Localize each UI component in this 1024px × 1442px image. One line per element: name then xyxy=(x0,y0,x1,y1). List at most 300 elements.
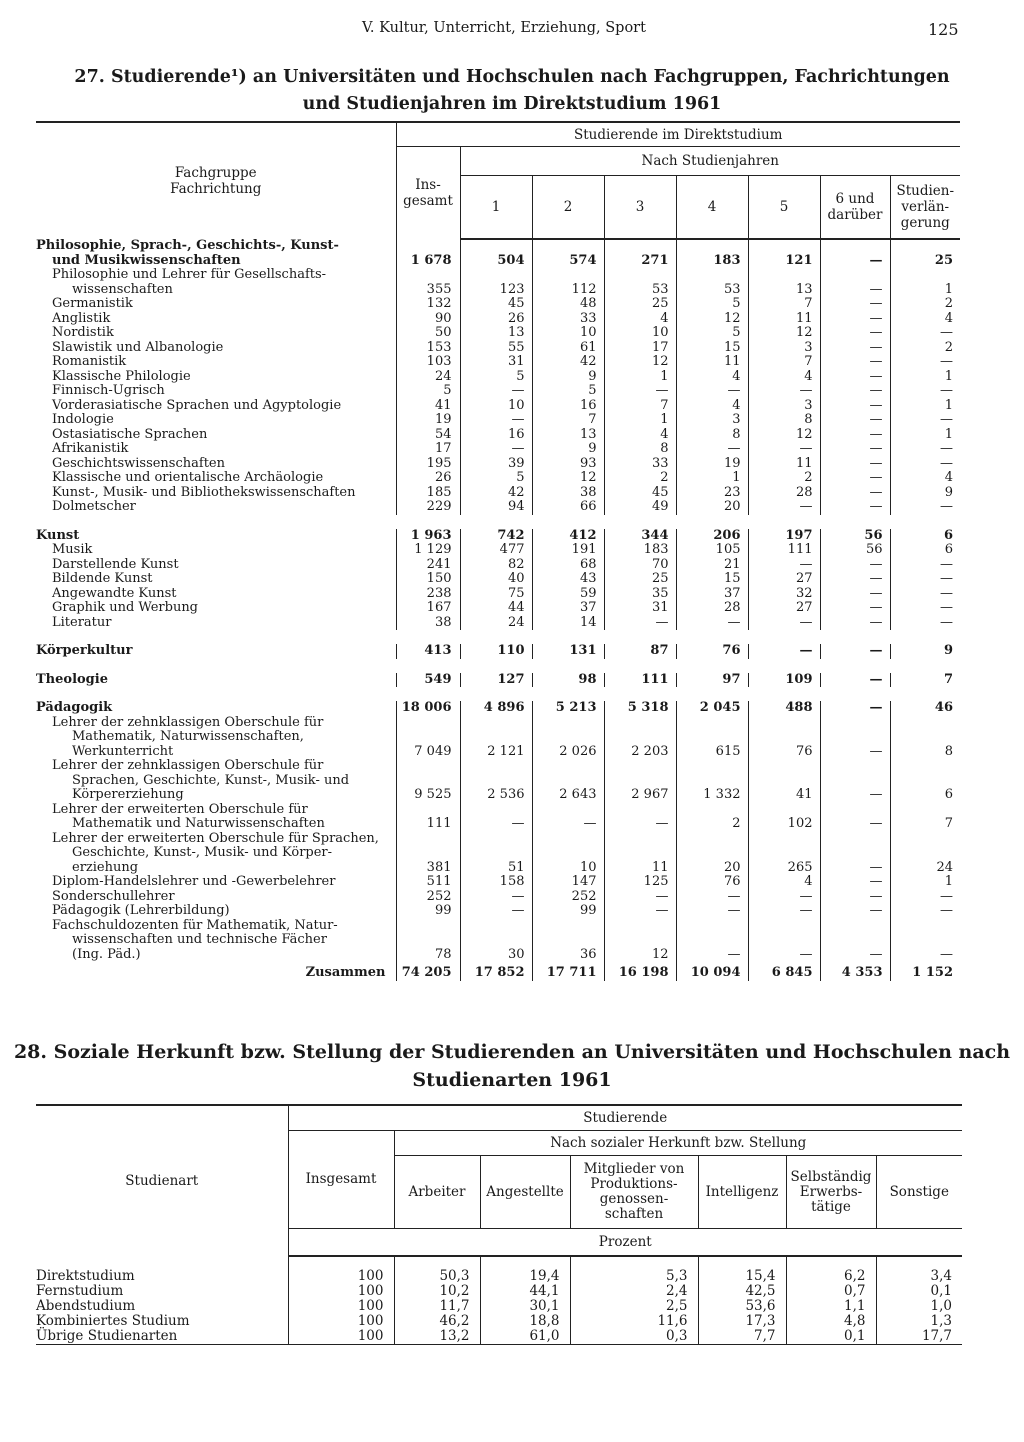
table27-cell: 5 xyxy=(460,471,532,486)
table27-cell: — xyxy=(676,904,748,919)
table-row xyxy=(36,745,960,760)
table27-cell: 7 xyxy=(890,673,960,688)
row-label: Diplom-Handelslehrer und -Gewerbelehrer xyxy=(52,875,336,889)
table27-cell: 1 xyxy=(890,399,960,414)
table-row xyxy=(36,558,960,573)
table27-cell xyxy=(890,846,960,861)
table27-cell xyxy=(532,832,604,847)
table27-cell: 4 xyxy=(604,428,676,443)
row-label: Philosophie, Sprach-, Geschichts-, Kunst- xyxy=(36,239,339,253)
table27-cell: — xyxy=(820,471,890,486)
table27-cell xyxy=(890,774,960,789)
table27-cell xyxy=(604,759,676,774)
table27-cell: 265 xyxy=(748,861,820,876)
row-label: Lehrer der zehnklassigen Oberschule für xyxy=(52,715,324,730)
table27-cell: — xyxy=(460,442,532,457)
table27-cell: 53 xyxy=(676,283,748,298)
table27-cell: 150 xyxy=(396,572,460,587)
table27-cell xyxy=(820,832,890,847)
table-row xyxy=(36,268,960,283)
table27-cell: 132 xyxy=(396,297,460,312)
table27-cell: 8 xyxy=(676,428,748,443)
table27-cell: 2 xyxy=(676,817,748,832)
table27-cell: 1 xyxy=(890,283,960,298)
table27-cell: — xyxy=(890,601,960,616)
table27-cell: 42 xyxy=(460,486,532,501)
row-label: wissenschaften und technische Fächer xyxy=(72,933,327,947)
table27-cell xyxy=(604,803,676,818)
table27-cell: 742 xyxy=(460,529,532,544)
table27-cell: 1 678 xyxy=(396,254,460,269)
table27-cell: 38 xyxy=(532,486,604,501)
table27-cell: 50 xyxy=(396,326,460,341)
table27-cell xyxy=(532,774,604,789)
table27-cell: — xyxy=(820,457,890,472)
table27-cell: 19 xyxy=(396,413,460,428)
table27-cell xyxy=(890,239,960,254)
table27-cell: — xyxy=(890,384,960,399)
table28-cell: 6,2 xyxy=(786,1256,876,1284)
table27-cell: — xyxy=(676,890,748,905)
table27-cell: — xyxy=(820,587,890,602)
table27-cell: — xyxy=(890,558,960,573)
table27-cell xyxy=(604,919,676,934)
table27-cell: 4 xyxy=(676,370,748,385)
table28-cell: 0,7 xyxy=(786,1284,876,1299)
table-row xyxy=(36,355,960,370)
table27-cell xyxy=(820,716,890,731)
table27-cell: 7 xyxy=(604,399,676,414)
table27-stub-text: Fachgruppe Fachrichtung xyxy=(170,165,262,197)
row-label: Theologie xyxy=(36,672,108,687)
table27-cell: 549 xyxy=(396,673,460,688)
row-label: Fachschuldozenten für Mathematik, Natur- xyxy=(52,918,338,933)
table27-cell: — xyxy=(820,817,890,832)
table28-cell: 10,2 xyxy=(394,1284,480,1299)
table27-cell: — xyxy=(460,904,532,919)
table27-cell: 7 xyxy=(890,817,960,832)
table27-cell: 4 xyxy=(676,399,748,414)
table28 xyxy=(36,1104,962,1345)
table27-cell: 8 xyxy=(890,745,960,760)
table27-cell: 4 353 xyxy=(820,962,890,981)
table28-cell: 18,8 xyxy=(480,1314,570,1329)
table27-cell: — xyxy=(820,572,890,587)
table28-cell: 5,3 xyxy=(570,1256,698,1284)
table27-cell: 574 xyxy=(532,254,604,269)
table27-cell: 6 845 xyxy=(748,962,820,981)
table27-cell: — xyxy=(820,673,890,688)
table27-cell xyxy=(748,239,820,254)
table27-cell: 238 xyxy=(396,587,460,602)
row-label: Sonderschullehrer xyxy=(52,889,175,904)
table-row xyxy=(36,543,960,558)
table-row xyxy=(36,500,960,515)
table28-cell: 7,7 xyxy=(698,1329,786,1345)
table27-cell: 45 xyxy=(460,297,532,312)
table27-cell: — xyxy=(748,616,820,631)
table27-cell: 24 xyxy=(460,616,532,631)
table27-cell: 1 xyxy=(890,428,960,443)
table-row xyxy=(36,1284,962,1299)
table-row xyxy=(36,817,960,832)
table27-cell xyxy=(460,832,532,847)
table27-cell: — xyxy=(748,500,820,515)
table27-cell: — xyxy=(820,616,890,631)
table28-cell: 100 xyxy=(288,1314,394,1329)
table27-cell: 252 xyxy=(396,890,460,905)
table27-cell: 76 xyxy=(676,644,748,659)
table27-cell: 17 xyxy=(604,341,676,356)
table27-cell: — xyxy=(460,890,532,905)
table27-cell: 18 006 xyxy=(396,701,460,716)
table27-cell xyxy=(604,239,676,254)
table27-cell: 7 xyxy=(748,297,820,312)
spacer-cell xyxy=(36,630,960,644)
table28-stub-header: Studienart xyxy=(36,1105,288,1256)
table27-cell: 45 xyxy=(604,486,676,501)
table28-cell: 11,7 xyxy=(394,1299,480,1314)
table27-cell xyxy=(460,239,532,254)
table27-cell xyxy=(748,268,820,283)
table27-cell: — xyxy=(820,904,890,919)
table27-cell: 615 xyxy=(676,745,748,760)
table27-cell: — xyxy=(676,616,748,631)
table27-cell: — xyxy=(820,341,890,356)
row-label: Graphik und Werbung xyxy=(52,601,199,615)
row-label: Slawistik und Albanologie xyxy=(52,340,224,355)
table27-cell: 12 xyxy=(604,355,676,370)
row-label: Germanistik xyxy=(52,297,133,311)
table-row xyxy=(36,832,960,847)
table27-cell: 355 xyxy=(396,283,460,298)
table27-cell: 75 xyxy=(460,587,532,602)
table27-cell: 111 xyxy=(396,817,460,832)
table27-cell: — xyxy=(604,890,676,905)
table27-cell: 31 xyxy=(604,601,676,616)
row-label: Mathematik, Naturwissenschaften, xyxy=(72,730,304,744)
table27-cell xyxy=(820,933,890,948)
row-label: Darstellende Kunst xyxy=(52,557,179,572)
table27-cell: — xyxy=(890,413,960,428)
table27-cell: 7 049 xyxy=(396,745,460,760)
table27-cell xyxy=(532,239,604,254)
row-label: Bildende Kunst xyxy=(52,572,153,586)
table28-cell: 17,7 xyxy=(876,1329,962,1345)
table27-title-line2: und Studienjahren im Direktstudium 1961 xyxy=(302,94,722,114)
table27-cell: 1 xyxy=(890,370,960,385)
table27-cell: — xyxy=(890,457,960,472)
table27-cell: 61 xyxy=(532,341,604,356)
table27-cell: 13 xyxy=(460,326,532,341)
table27-cell: 10 xyxy=(532,861,604,876)
table27-cell: — xyxy=(890,948,960,963)
table27-cell: 21 xyxy=(676,558,748,573)
table27-cell: 17 711 xyxy=(532,962,604,981)
table27-cell: 183 xyxy=(604,543,676,558)
table27-cell: — xyxy=(820,399,890,414)
table27-year-header: 2 xyxy=(532,176,604,240)
table27-cell: 28 xyxy=(748,486,820,501)
table27-cell: 5 xyxy=(532,384,604,399)
table27-cell: — xyxy=(532,817,604,832)
table27-cell: 197 xyxy=(748,529,820,544)
table27-cell: 41 xyxy=(396,399,460,414)
table27-cell: 2 203 xyxy=(604,745,676,760)
table27-cell xyxy=(748,919,820,934)
table27-cell: 11 xyxy=(676,355,748,370)
spacer-cell xyxy=(36,687,960,701)
table27-cell: 41 xyxy=(748,788,820,803)
row-label: Lehrer der erweiterten Oberschule für Sprachen, xyxy=(52,831,379,846)
table27-cell: — xyxy=(820,788,890,803)
table28-cell: 0,1 xyxy=(876,1284,962,1299)
table27-cell xyxy=(396,803,460,818)
table28-cell: 30,1 xyxy=(480,1299,570,1314)
table27-sum-label: Zusammen xyxy=(305,965,386,980)
table27-cell: 4 xyxy=(748,370,820,385)
table28-cell: 100 xyxy=(288,1284,394,1299)
table27-cell: 10 094 xyxy=(676,962,748,981)
table27-cell: 48 xyxy=(532,297,604,312)
table28-cell: 15,4 xyxy=(698,1256,786,1284)
table27-cell: 76 xyxy=(676,875,748,890)
page-number: 125 xyxy=(928,20,959,39)
table27-cell: 30 xyxy=(460,948,532,963)
table27-cell: — xyxy=(676,442,748,457)
table27-cell: 42 xyxy=(532,355,604,370)
table27-cell: — xyxy=(890,890,960,905)
table27-cell: 20 xyxy=(676,500,748,515)
table27-cell: 1 xyxy=(890,875,960,890)
table27-cell: — xyxy=(820,500,890,515)
table27-cell: 15 xyxy=(676,341,748,356)
table27-cell: 511 xyxy=(396,875,460,890)
table27-cell xyxy=(820,846,890,861)
table27-cell: 10 xyxy=(460,399,532,414)
table27-cell xyxy=(890,933,960,948)
spacer-cell xyxy=(36,659,960,673)
row-label: Kunst xyxy=(36,528,80,543)
table27-cell: — xyxy=(820,312,890,327)
table27-cell xyxy=(532,846,604,861)
table27-cell xyxy=(396,239,460,254)
row-label: Nordistik xyxy=(52,326,114,340)
table27-cell xyxy=(748,774,820,789)
table27-cell: 26 xyxy=(460,312,532,327)
table27-cell: 1 xyxy=(604,370,676,385)
table27-cell xyxy=(890,268,960,283)
table28-span-header: Studierende xyxy=(288,1105,962,1131)
table27-cell: 13 xyxy=(532,428,604,443)
table28-cell: 0,3 xyxy=(570,1329,698,1345)
table27-cell: 9 xyxy=(532,442,604,457)
table27-cell: 252 xyxy=(532,890,604,905)
table27-cell: — xyxy=(820,355,890,370)
table27-cell: — xyxy=(820,948,890,963)
table-row xyxy=(36,283,960,298)
table27-extension-header: Studien- verlän- gerung xyxy=(890,176,960,240)
table27-cell xyxy=(532,268,604,283)
table27-cell xyxy=(604,832,676,847)
table27-cell xyxy=(460,268,532,283)
table27-cell: 111 xyxy=(748,543,820,558)
table27-total-text: Ins- gesamt xyxy=(403,177,453,209)
table27-cell: 14 xyxy=(532,616,604,631)
table27-cell: 488 xyxy=(748,701,820,716)
table-row xyxy=(36,962,960,981)
table27-year-header: 5 xyxy=(748,176,820,240)
table27-cell: 78 xyxy=(396,948,460,963)
table-row xyxy=(36,239,960,254)
table27-cell: 381 xyxy=(396,861,460,876)
table-row xyxy=(36,875,960,890)
table28-cell: 100 xyxy=(288,1329,394,1345)
row-label: Direktstudium xyxy=(36,1267,135,1284)
table27-cell: 13 xyxy=(748,283,820,298)
table27-cell: — xyxy=(820,428,890,443)
table27-cell: 35 xyxy=(604,587,676,602)
table27-cell: 4 xyxy=(890,312,960,327)
table27-cell: 12 xyxy=(748,428,820,443)
table28-col-header: Mitglieder von Produktions- genossen- schaften xyxy=(570,1156,698,1229)
table27-cell xyxy=(396,268,460,283)
row-label: Übrige Studienarten xyxy=(36,1329,288,1345)
table27-cell: 44 xyxy=(460,601,532,616)
table28-cell: 100 xyxy=(288,1299,394,1314)
table27-cell: — xyxy=(820,283,890,298)
table27-cell: 1 963 xyxy=(396,529,460,544)
row-label: erziehung xyxy=(72,860,139,875)
row-label: Geschichtswissenschaften xyxy=(52,456,225,471)
table27-cell: 17 852 xyxy=(460,962,532,981)
table27-cell: 111 xyxy=(604,673,676,688)
table27-cell xyxy=(396,730,460,745)
table-row xyxy=(36,529,960,544)
table27-cell: 121 xyxy=(748,254,820,269)
table27-cell xyxy=(820,774,890,789)
table27-cell xyxy=(676,933,748,948)
table27-cell: — xyxy=(820,486,890,501)
table27-cell: — xyxy=(460,384,532,399)
table-row xyxy=(36,730,960,745)
table27-cell: 102 xyxy=(748,817,820,832)
table27-cell xyxy=(676,239,748,254)
row-label: und Musikwissenschaften xyxy=(52,253,241,268)
table27-cell: 12 xyxy=(604,948,676,963)
table27-cell: 46 xyxy=(890,701,960,716)
table28-cell: 0,1 xyxy=(786,1329,876,1345)
table28-col-header: Angestellte xyxy=(480,1156,570,1229)
table-row xyxy=(36,616,960,631)
table27-cell: 33 xyxy=(532,312,604,327)
table27-cell xyxy=(460,716,532,731)
table28-col-header: Intelligenz xyxy=(698,1156,786,1229)
table27-cell: 94 xyxy=(460,500,532,515)
table-row xyxy=(36,1299,962,1314)
row-label: Dolmetscher xyxy=(52,500,136,514)
table28-cell: 53,6 xyxy=(698,1299,786,1314)
table27-cell: — xyxy=(604,384,676,399)
table27-cell: 49 xyxy=(604,500,676,515)
row-label: Pädagogik xyxy=(36,701,113,715)
table27-subspan-header: Nach Studienjahren xyxy=(460,147,960,176)
table-row xyxy=(36,428,960,443)
table-row xyxy=(36,701,960,716)
table27-cell xyxy=(532,759,604,774)
table27-cell: 20 xyxy=(676,861,748,876)
table27-cell: 8 xyxy=(748,413,820,428)
table27-cell xyxy=(532,919,604,934)
table27-cell: 5 xyxy=(676,297,748,312)
table27-cell: 127 xyxy=(460,673,532,688)
table27-cell: 25 xyxy=(604,572,676,587)
table27-spacer-row xyxy=(36,515,960,529)
table27-cell: 5 xyxy=(396,384,460,399)
table27-cell: — xyxy=(748,948,820,963)
table27-cell: 3 xyxy=(748,341,820,356)
table-row xyxy=(36,788,960,803)
table28-cell: 19,4 xyxy=(480,1256,570,1284)
table27-cell: 37 xyxy=(676,587,748,602)
table-row xyxy=(36,326,960,341)
table27-cell xyxy=(820,730,890,745)
table27-cell: 12 xyxy=(676,312,748,327)
table27-cell: 1 xyxy=(604,413,676,428)
row-label: Anglistik xyxy=(52,311,111,326)
table27-cell: 112 xyxy=(532,283,604,298)
table27-cell: 241 xyxy=(396,558,460,573)
table28-title-line1: 28. Soziale Herkunft bzw. Stellung der Studierenden an Universitäten und Hochschulen nach xyxy=(13,1041,1011,1063)
table28-cell: 1,0 xyxy=(876,1299,962,1314)
table27-cell xyxy=(748,832,820,847)
table27-cell: 5 xyxy=(460,370,532,385)
table27-cell: 31 xyxy=(460,355,532,370)
row-label: Körperkultur xyxy=(36,644,133,658)
table28-title-line2: Studienarten 1961 xyxy=(412,1069,612,1091)
table28-col-header: Selbständig Erwerbs- tätige xyxy=(786,1156,876,1229)
table27-cell: 7 xyxy=(748,355,820,370)
table27-cell: 5 213 xyxy=(532,701,604,716)
table27-cell: — xyxy=(748,442,820,457)
table27-cell: — xyxy=(604,616,676,631)
table27-cell xyxy=(396,846,460,861)
table27-cell: 76 xyxy=(748,745,820,760)
table27-cell: 3 xyxy=(676,413,748,428)
table27-cell: 74 205 xyxy=(396,962,460,981)
table27-cell: 6 xyxy=(890,529,960,544)
table27-cell: 2 026 xyxy=(532,745,604,760)
table27-cell: 2 xyxy=(604,471,676,486)
table27-cell: — xyxy=(820,413,890,428)
table27-cell: — xyxy=(890,904,960,919)
table27-cell xyxy=(532,730,604,745)
table27-cell: 7 xyxy=(532,413,604,428)
table-row xyxy=(36,486,960,501)
table27-cell: — xyxy=(820,384,890,399)
table28-col-header: Arbeiter xyxy=(394,1156,480,1229)
table27-cell: — xyxy=(820,326,890,341)
table-row xyxy=(36,644,960,659)
table27-cell xyxy=(676,759,748,774)
row-label: Körpererziehung xyxy=(72,788,184,802)
table28-cell: 44,1 xyxy=(480,1284,570,1299)
table27-cell xyxy=(676,803,748,818)
table27-cell: — xyxy=(748,558,820,573)
table27-cell xyxy=(676,268,748,283)
table27-cell: 43 xyxy=(532,572,604,587)
table28-cell: 50,3 xyxy=(394,1256,480,1284)
